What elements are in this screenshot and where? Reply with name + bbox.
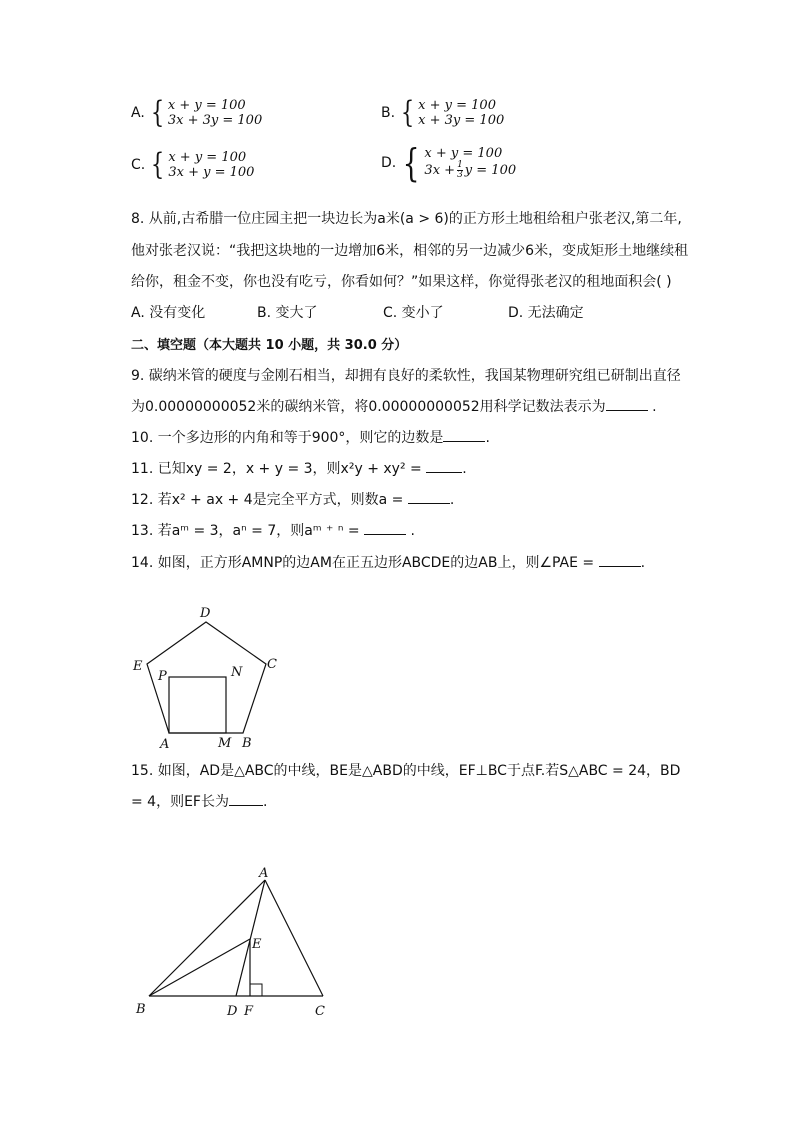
q10-text: 10. 一个多边形的内角和等于900°，则它的边数是 bbox=[131, 430, 444, 446]
answer-blank[interactable] bbox=[443, 429, 485, 442]
option-c-equations bbox=[168, 150, 254, 180]
label-f: F bbox=[244, 1004, 254, 1019]
answer-blank[interactable] bbox=[364, 522, 406, 535]
q9-line-2 bbox=[131, 396, 657, 416]
label-d: D bbox=[200, 606, 211, 621]
option-b-eq2: x + 3y = 100 bbox=[418, 113, 505, 128]
pentagon-square-figure bbox=[120, 600, 290, 755]
brace-icon: { bbox=[400, 95, 415, 130]
q8-line-3: 给你，租金不变，你也没有吃亏，你看如何？”如果这样，你觉得张老汉的租地面积会( ) bbox=[131, 274, 672, 290]
q9-line-1: 9. 碳纳米管的硬度与金刚石相当，却拥有良好的柔软性，我国某物理研究组已研制出直径 bbox=[131, 368, 681, 384]
answer-blank[interactable] bbox=[606, 398, 648, 411]
option-d-eq2-pre: 3x + bbox=[424, 163, 456, 178]
q11 bbox=[131, 458, 467, 478]
q11-end: . bbox=[462, 461, 467, 477]
label-e: E bbox=[252, 937, 262, 952]
answer-blank[interactable] bbox=[599, 554, 641, 567]
option-b-label: B. bbox=[381, 105, 396, 121]
option-a bbox=[131, 95, 263, 130]
q12 bbox=[131, 489, 454, 509]
option-d-eq1: x + y = 100 bbox=[424, 146, 503, 161]
label-m: M bbox=[218, 736, 232, 751]
option-c-eq1: x + y = 100 bbox=[168, 150, 247, 165]
q8-choice-b: B. 变大了 bbox=[257, 305, 318, 321]
option-c-eq2: 3x + y = 100 bbox=[168, 165, 255, 180]
q12-text: 12. 若x² + ax + 4是完全平方式，则数a = bbox=[131, 492, 408, 508]
q14 bbox=[131, 552, 645, 572]
q8-choice-d: D. 无法确定 bbox=[508, 305, 584, 321]
label-n: N bbox=[231, 665, 243, 680]
q13 bbox=[131, 520, 415, 540]
option-d-eq2-post: y = 100 bbox=[464, 163, 517, 178]
fraction bbox=[457, 161, 463, 180]
fraction-denominator: 3 bbox=[457, 170, 463, 180]
option-c-label: C. bbox=[131, 157, 146, 173]
brace-icon: { bbox=[151, 147, 165, 182]
square-shape bbox=[169, 677, 226, 733]
q8-choice-a: A. 没有变化 bbox=[131, 305, 206, 321]
option-b-eq1: x + y = 100 bbox=[418, 98, 496, 113]
q15-line-2 bbox=[131, 791, 267, 811]
label-a: A bbox=[160, 737, 170, 752]
fraction-numerator: 1 bbox=[457, 160, 463, 170]
answer-blank[interactable] bbox=[426, 460, 462, 473]
option-a-eq2: 3x + 3y = 100 bbox=[167, 113, 263, 128]
option-a-equations bbox=[168, 98, 262, 128]
median-be bbox=[149, 939, 250, 996]
q10-end: . bbox=[485, 430, 490, 446]
option-b bbox=[381, 95, 505, 130]
option-a-eq1: x + y = 100 bbox=[167, 98, 246, 113]
q8-line-2: 他对张老汉说：“我把这块地的一边增加6米，相邻的另一边减少6米，变成矩形土地继续租 bbox=[131, 243, 689, 259]
q12-end: . bbox=[449, 492, 455, 508]
q14-end: . bbox=[640, 555, 646, 571]
q9-end: . bbox=[647, 399, 657, 415]
answer-blank[interactable] bbox=[408, 491, 450, 504]
q13-end: . bbox=[406, 523, 415, 539]
label-e: E bbox=[133, 659, 143, 674]
answer-blank[interactable] bbox=[229, 793, 263, 806]
option-d-equations bbox=[424, 146, 516, 180]
q15-end: . bbox=[263, 794, 268, 810]
option-d-eq2 bbox=[424, 161, 516, 180]
q8-choice-c: C. 变小了 bbox=[383, 305, 444, 321]
brace-icon: { bbox=[150, 95, 165, 130]
triangle-figure bbox=[125, 860, 345, 1025]
q13-text: 13. 若aᵐ = 3，aⁿ = 7，则aᵐ ⁺ ⁿ = bbox=[131, 523, 365, 539]
q15-line-2-text: = 4，则EF长为 bbox=[131, 794, 229, 810]
right-angle-mark bbox=[250, 984, 262, 996]
label-a: A bbox=[259, 866, 269, 881]
label-b: B bbox=[242, 736, 252, 751]
brace-icon: { bbox=[402, 141, 420, 185]
option-d bbox=[381, 141, 517, 185]
option-d-label: D. bbox=[381, 155, 397, 171]
side-ab bbox=[149, 880, 265, 996]
q10 bbox=[131, 427, 490, 447]
q11-text: 11. 已知xy = 2，x + y = 3，则x²y + xy² = bbox=[131, 461, 427, 477]
q15-line-1: 15. 如图，AD是△ABC的中线，BE是△ABD的中线，EF⊥BC于点F.若S△ABC = 24，BD bbox=[131, 763, 681, 779]
section-heading: 二、填空题（本大题共 10 小题，共 30.0 分） bbox=[131, 338, 408, 353]
label-b: B bbox=[136, 1002, 146, 1017]
label-d: D bbox=[227, 1004, 238, 1019]
q8-line-1: 8. 从前,古希腊一位庄园主把一块边长为a米(a > 6)的正方形土地租给租户张老汉,第二年, bbox=[131, 211, 682, 227]
side-ac bbox=[265, 880, 323, 996]
option-b-equations bbox=[418, 98, 504, 128]
option-c bbox=[131, 147, 255, 182]
label-c: C bbox=[267, 657, 277, 672]
label-p: P bbox=[158, 669, 167, 684]
q9-line-2-text: 为0.00000000052米的碳纳米管，将0.00000000052用科学记数法表示为 bbox=[131, 399, 606, 415]
label-c: C bbox=[315, 1004, 325, 1019]
option-a-label: A. bbox=[131, 105, 145, 121]
q14-text: 14. 如图，正方形AMNP的边AM在正五边形ABCDE的边AB上，则∠PAE = bbox=[131, 555, 599, 571]
